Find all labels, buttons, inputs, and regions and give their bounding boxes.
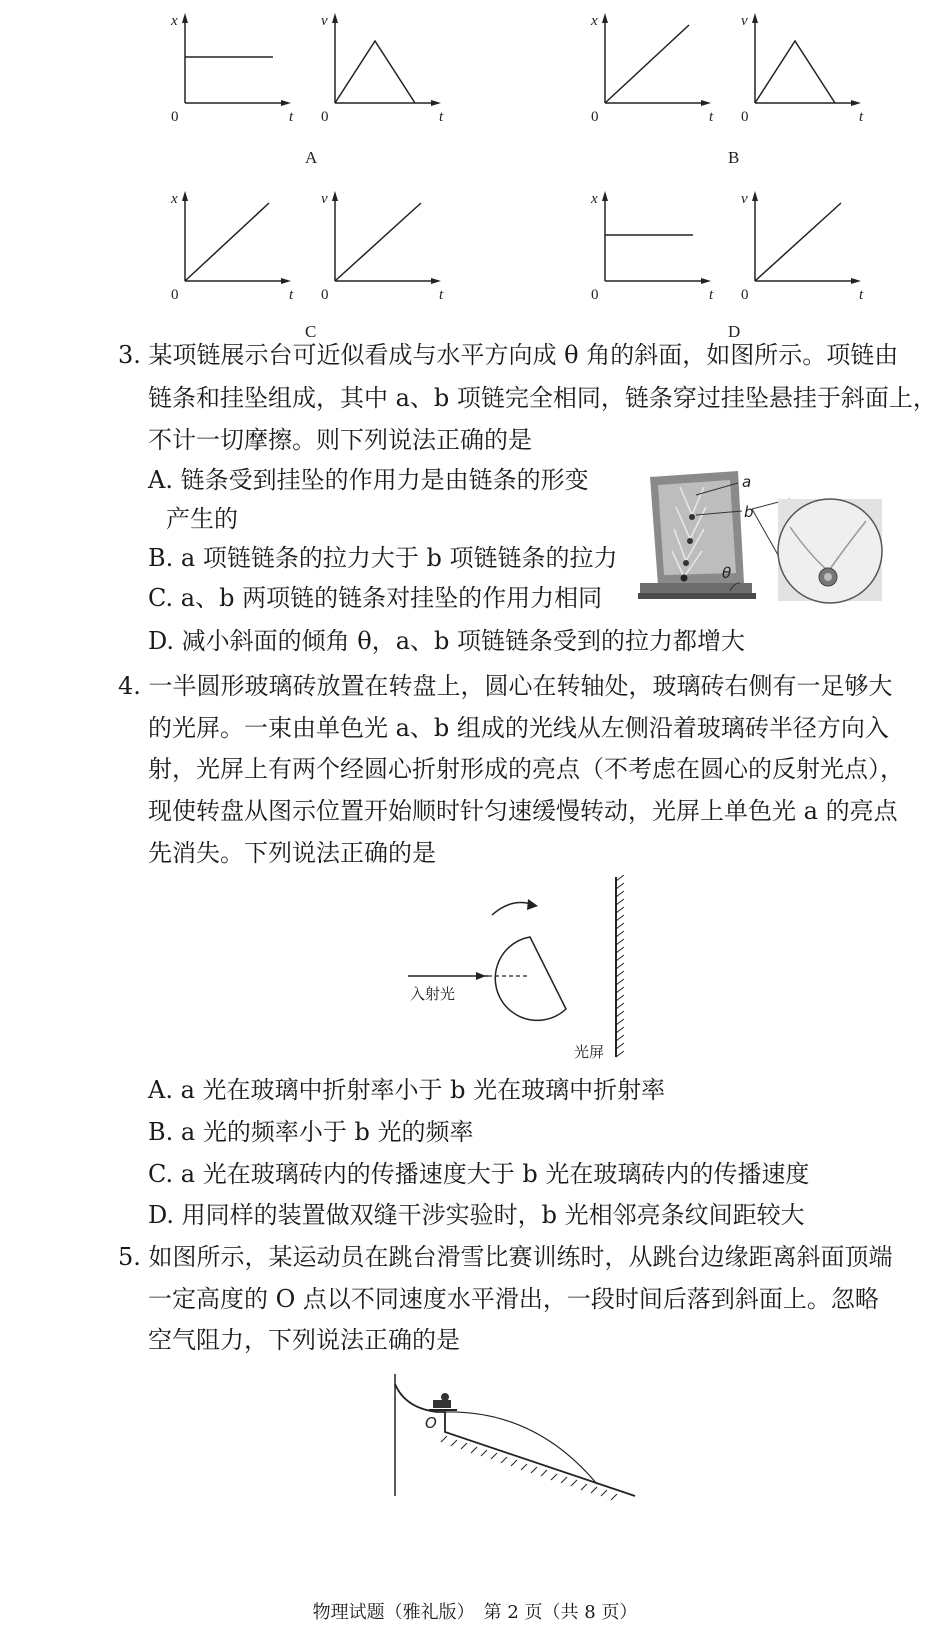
necklace-figure bbox=[630, 465, 890, 625]
q5-line-3: 空气阻力，下列说法正确的是 bbox=[148, 1326, 460, 1354]
graph-label-c: C bbox=[305, 322, 317, 341]
trajectory bbox=[445, 1412, 597, 1484]
origin-label: 0 bbox=[741, 287, 749, 303]
ski-slope bbox=[395, 1374, 635, 1500]
semicircle-glass bbox=[495, 937, 566, 1020]
v-t-curve bbox=[335, 41, 415, 103]
ski-jump-figure bbox=[385, 1370, 645, 1500]
t-axis-label: t bbox=[859, 287, 864, 303]
q4-option-d: D. 用同样的装置做双缝干涉实验时，b 光相邻亮条纹间距较大 bbox=[148, 1201, 805, 1229]
origin-label: 0 bbox=[171, 109, 179, 125]
v-t-curve bbox=[335, 203, 421, 281]
origin-label: 0 bbox=[171, 287, 179, 303]
y-axis-label: x bbox=[171, 191, 178, 207]
q3-option-c: C. a、b 两项链的链条对挂坠的作用力相同 bbox=[148, 584, 603, 612]
q4-line-5: 先消失。下列说法正确的是 bbox=[148, 839, 436, 867]
skier-icon bbox=[429, 1393, 457, 1410]
q5-line-1: 5. 如图所示，某运动员在跳台滑雪比赛训练时，从跳台边缘距离斜面顶端 bbox=[118, 1243, 893, 1271]
light-screen bbox=[616, 875, 624, 1057]
y-axis-label: v bbox=[321, 13, 328, 29]
origin-label: 0 bbox=[321, 287, 329, 303]
page-footer: 物理试题（雅礼版） 第 2 页（共 8 页） bbox=[312, 1602, 638, 1623]
v-t-axes bbox=[321, 13, 444, 125]
origin-label: 0 bbox=[741, 109, 749, 125]
t-axis-label: t bbox=[289, 109, 294, 125]
x-t-curve bbox=[605, 25, 689, 103]
x-t-axes bbox=[590, 13, 714, 125]
q5-line-2: 一定高度的 O 点以不同速度水平滑出，一段时间后落到斜面上。忽略 bbox=[148, 1285, 879, 1313]
v-t-axes bbox=[741, 13, 864, 125]
graph-option-c bbox=[165, 183, 455, 308]
q3-line-2: 链条和挂坠组成，其中 a、b 项链完全相同，链条穿过挂坠悬挂于斜面上， bbox=[148, 384, 937, 412]
t-axis-label: t bbox=[709, 287, 714, 303]
graph-option-d bbox=[585, 183, 875, 308]
origin-label: 0 bbox=[591, 287, 599, 303]
y-axis-label: v bbox=[321, 191, 328, 207]
label-incident: 入射光 bbox=[410, 985, 456, 1003]
q4-option-c: C. a 光在玻璃砖内的传播速度大于 b 光在玻璃砖内的传播速度 bbox=[148, 1160, 810, 1188]
q3-line-1: 3. 某项链展示台可近似看成与水平方向成 θ 角的斜面，如图所示。项链由 bbox=[118, 341, 899, 369]
y-axis-label: v bbox=[741, 13, 748, 29]
y-axis-label: x bbox=[171, 13, 178, 29]
label-o: O bbox=[425, 1414, 437, 1432]
y-axis-label: x bbox=[591, 191, 598, 207]
t-axis-label: t bbox=[859, 109, 864, 125]
y-axis-label: v bbox=[741, 191, 748, 207]
x-t-axes bbox=[590, 191, 714, 303]
v-t-curve bbox=[755, 41, 835, 103]
label-screen: 光屏 bbox=[574, 1043, 605, 1061]
v-t-axes bbox=[741, 191, 864, 303]
label-b: b bbox=[744, 503, 754, 521]
graph-label-d: D bbox=[728, 322, 741, 341]
graph-label-b: B bbox=[728, 148, 740, 167]
q4-line-2: 的光屏。一束由单色光 a、b 组成的光线从左侧沿着玻璃砖半径方向入 bbox=[148, 714, 889, 742]
q4-option-b: B. a 光的频率小于 b 光的频率 bbox=[148, 1118, 474, 1146]
graph-option-a bbox=[165, 5, 455, 130]
t-axis-label: t bbox=[439, 109, 444, 125]
graph-option-b bbox=[585, 5, 875, 130]
pendant-closeup bbox=[778, 499, 882, 603]
q4-line-1: 4. 一半圆形玻璃砖放置在转盘上，圆心在转轴处，玻璃砖右侧有一足够大 bbox=[118, 672, 893, 700]
label-a: a bbox=[742, 473, 752, 491]
q4-option-a: A. a 光在玻璃中折射率小于 b 光在玻璃中折射率 bbox=[148, 1076, 666, 1104]
glass-brick-figure bbox=[400, 875, 640, 1065]
q3-option-d: D. 减小斜面的倾角 θ，a、b 项链链条受到的拉力都增大 bbox=[148, 627, 746, 655]
label-theta: θ bbox=[722, 564, 732, 582]
q3-option-a: A. 链条受到挂坠的作用力是由链条的形变 bbox=[148, 466, 589, 494]
origin-label: 0 bbox=[321, 109, 329, 125]
y-axis-label: x bbox=[591, 13, 598, 29]
q4-line-3: 射，光屏上有两个经圆心折射形成的亮点（不考虑在圆心的反射光点）， bbox=[148, 755, 904, 783]
graph-label-a: A bbox=[305, 148, 318, 167]
v-t-curve bbox=[755, 203, 841, 281]
display-stand bbox=[638, 471, 756, 599]
t-axis-label: t bbox=[289, 287, 294, 303]
x-t-axes bbox=[170, 191, 294, 303]
x-t-axes bbox=[170, 13, 294, 125]
q3-option-b: B. a 项链链条的拉力大于 b 项链链条的拉力 bbox=[148, 544, 618, 572]
q3-option-a-cont: 产生的 bbox=[166, 505, 238, 533]
t-axis-label: t bbox=[439, 287, 444, 303]
x-t-curve bbox=[185, 203, 269, 281]
t-axis-label: t bbox=[709, 109, 714, 125]
q4-line-4: 现使转盘从图示位置开始顺时针匀速缓慢转动，光屏上单色光 a 的亮点 bbox=[148, 797, 898, 825]
q3-line-3: 不计一切摩擦。则下列说法正确的是 bbox=[148, 426, 532, 454]
origin-label: 0 bbox=[591, 109, 599, 125]
v-t-axes bbox=[321, 191, 444, 303]
